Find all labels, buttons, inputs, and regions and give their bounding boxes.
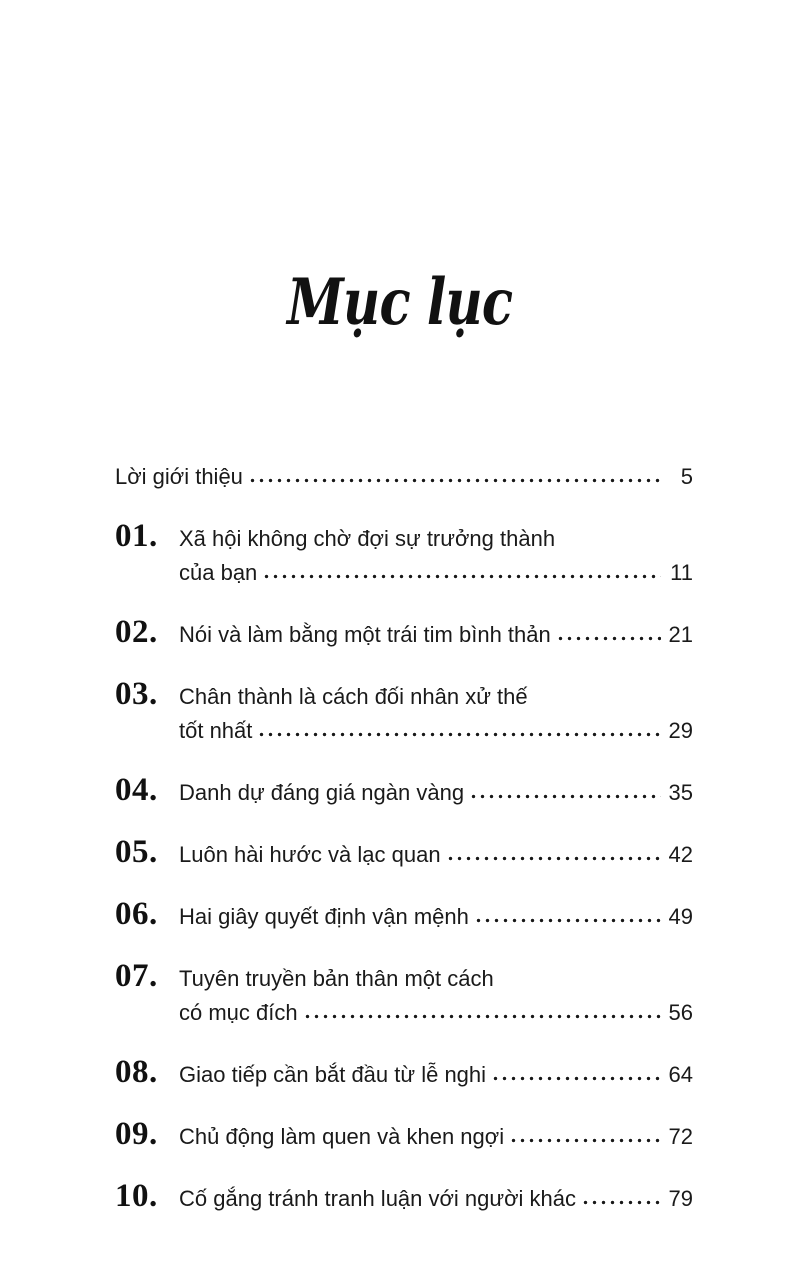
toc-entry-number: 09. (115, 1116, 158, 1153)
dot-leader (469, 793, 661, 800)
toc-entry-title: Lời giới thiệu (115, 464, 243, 490)
page-title: Mục lục (287, 265, 513, 340)
toc-entry (115, 518, 693, 590)
toc-entry-body (179, 1058, 693, 1092)
toc-entry-title: Giao tiếp cần bắt đầu từ lễ nghi (179, 1062, 487, 1088)
toc-entry-page: 29 (668, 718, 693, 744)
toc-entry-page: 5 (680, 464, 693, 490)
dot-leader (262, 573, 661, 580)
toc-entry-page: 35 (668, 780, 693, 806)
dot-leader (446, 855, 661, 862)
toc-entry-body (115, 460, 693, 494)
toc-entry-body (179, 900, 693, 934)
toc-entry-body (179, 1182, 693, 1216)
toc-entry-title: có mục đích (179, 1000, 298, 1026)
toc-entry-number: 08. (115, 1054, 158, 1091)
toc-entry-title: Danh dự đáng giá ngàn vàng (179, 780, 465, 806)
toc-entry-title: Nói và làm bằng một trái tim bình thản (179, 622, 551, 648)
toc-entry-title-line: Chân thành là cách đối nhân xử thế (179, 684, 528, 710)
toc-entry-last-line (179, 714, 693, 748)
toc-entry-number: 01. (115, 518, 158, 555)
toc-entry-body (179, 776, 693, 810)
toc-entry-title: tốt nhất (179, 718, 253, 744)
dot-leader (474, 917, 661, 924)
dot-leader (303, 1013, 661, 1020)
toc-entry-last-line (179, 900, 693, 934)
toc-entry (115, 958, 693, 1030)
toc-entry-body (179, 680, 693, 748)
toc-entry-number: 04. (115, 772, 158, 809)
dot-leader (248, 477, 661, 484)
toc-entry-last-line (179, 838, 693, 872)
toc-entry-title: Cố gắng tránh tranh luận với người khác (179, 1186, 577, 1212)
toc-list (115, 460, 693, 1216)
toc-entry-number: 03. (115, 676, 158, 713)
dot-leader (257, 731, 661, 738)
toc-entry (115, 1178, 693, 1216)
toc-entry-body (179, 618, 693, 652)
toc-entry-body (179, 1120, 693, 1154)
toc-entry-last-line (179, 1182, 693, 1216)
toc-entry-number: 06. (115, 896, 158, 933)
toc-entry-number: 05. (115, 834, 158, 871)
toc-entry (115, 772, 693, 810)
toc-entry-last-line (179, 996, 693, 1030)
toc-entry-title-line: Tuyên truyền bản thân một cách (179, 966, 494, 992)
dot-leader (509, 1137, 661, 1144)
toc-entry-number: 02. (115, 614, 158, 651)
toc-entry (115, 896, 693, 934)
title-area (0, 0, 800, 338)
toc-entry-page: 79 (668, 1186, 693, 1212)
toc-entry-title: Luôn hài hước và lạc quan (179, 842, 441, 868)
toc-entry-title: Chủ động làm quen và khen ngợi (179, 1124, 505, 1150)
toc-entry (115, 614, 693, 652)
toc-entry-number: 10. (115, 1178, 158, 1215)
dot-leader (556, 635, 661, 642)
toc-entry-body (179, 522, 693, 590)
toc-entry-page: 49 (668, 904, 693, 930)
toc-entry-body (179, 838, 693, 872)
toc-entry-page: 72 (668, 1124, 693, 1150)
toc-entry-last-line (179, 556, 693, 590)
toc-entry (115, 676, 693, 748)
toc-entry-page: 56 (668, 1000, 693, 1026)
toc-entry-body (179, 962, 693, 1030)
toc-entry-last-line (179, 776, 693, 810)
toc-entry (115, 1054, 693, 1092)
toc-entry-page: 42 (668, 842, 693, 868)
toc-entry (115, 460, 693, 494)
toc-entry-last-line (179, 1058, 693, 1092)
toc-entry (115, 1116, 693, 1154)
toc-entry-title: Hai giây quyết định vận mệnh (179, 904, 469, 930)
toc-entry-last-line (179, 1120, 693, 1154)
toc-entry-last-line (179, 618, 693, 652)
toc-entry-title: của bạn (179, 560, 258, 586)
toc-entry-page: 21 (668, 622, 693, 648)
toc-entry-page: 11 (670, 560, 693, 586)
toc-entry (115, 834, 693, 872)
toc-entry-page: 64 (668, 1062, 693, 1088)
dot-leader (491, 1075, 661, 1082)
toc-entry-last-line (115, 460, 693, 494)
toc-entry-number: 07. (115, 958, 158, 995)
dot-leader (581, 1199, 661, 1206)
toc-entry-title-line: Xã hội không chờ đợi sự trưởng thành (179, 526, 556, 552)
